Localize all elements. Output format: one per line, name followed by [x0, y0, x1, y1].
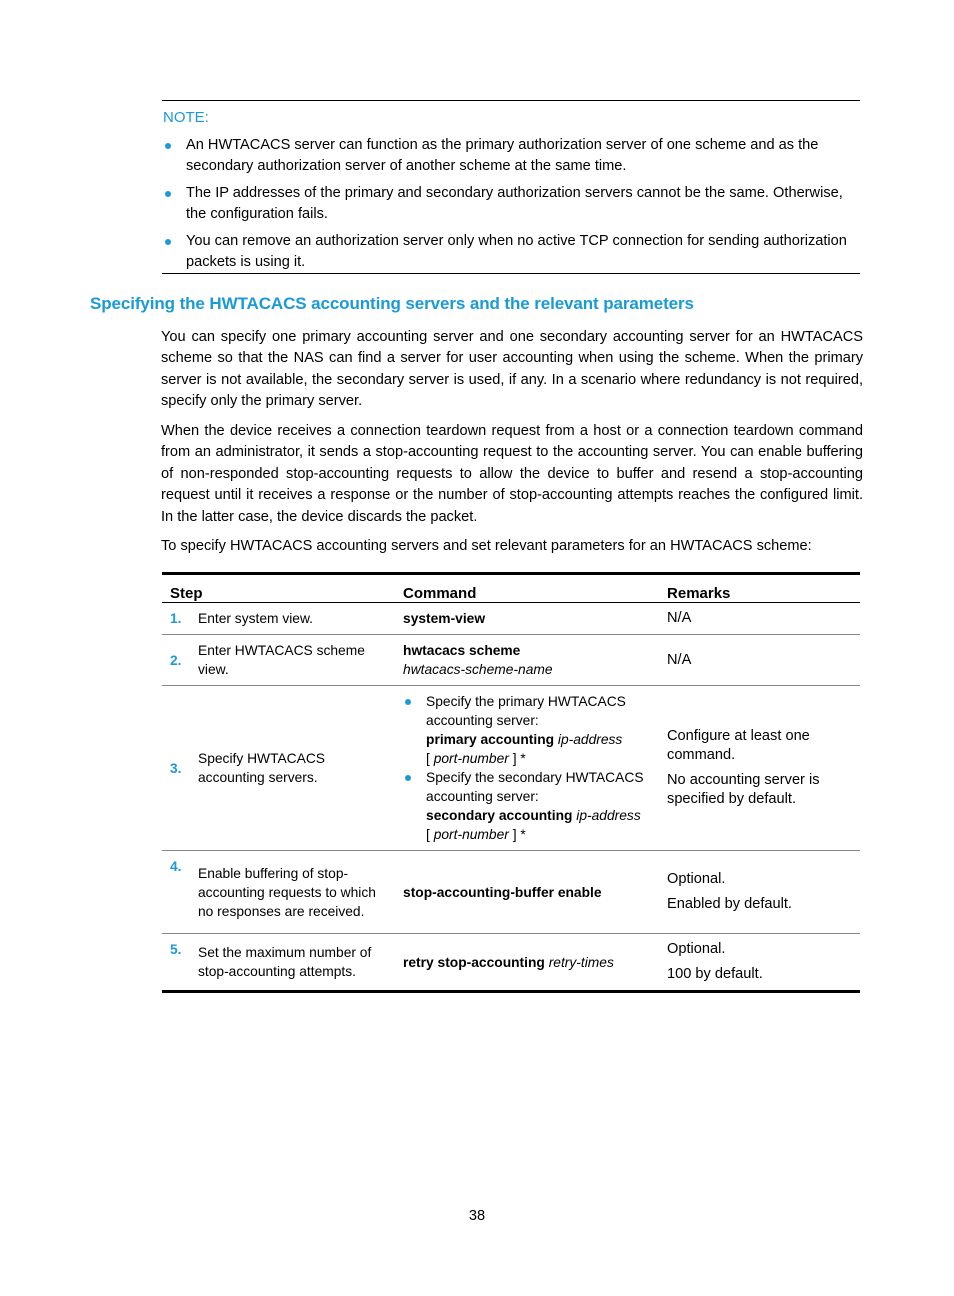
- note-title: NOTE:: [163, 109, 209, 126]
- command-keyword: system-view: [403, 611, 486, 626]
- table-row: [162, 686, 860, 851]
- table-header-row: [162, 574, 860, 603]
- step-number: 4.: [162, 851, 190, 934]
- remark: Optional.: [667, 941, 726, 957]
- command-cell: [395, 686, 659, 851]
- step-description: Specify HWTACACS accounting servers.: [190, 686, 395, 851]
- note-box: [162, 100, 860, 274]
- remarks-cell: [659, 851, 860, 934]
- remark: N/A: [667, 610, 692, 626]
- command-keyword: hwtacacs scheme: [403, 643, 521, 658]
- bullet-icon: [165, 239, 171, 245]
- paragraph: You can specify one primary accounting server and one secondary accounting server for an HWTACACS scheme so that the NAS can find a server for user accounting when using the scheme. When the primary server is not available, the secondary server is used, if any. In a scenario where redundancy is not required, specify only the primary server.: [161, 329, 863, 410]
- remark: Optional.: [667, 871, 726, 887]
- table-row: [162, 635, 860, 686]
- paragraph: When the device receives a connection teardown request from a host or a connection teardown command from an administrator, it sends a stop-accounting request to the accounting server. You can enable buffering of non-responded stop-accounting requests to allow the device to buffer and resend a stop-accounting request until it receives a response or the number of stop-accounting attempts reaches the configured limit. In the latter case, the device discards the packet.: [161, 423, 863, 525]
- note-list: [162, 135, 860, 279]
- note-item: The IP addresses of the primary and secondary authorization servers cannot be the same. Otherwise, the configuration fails.: [162, 183, 860, 225]
- step-number: 5.: [170, 942, 182, 957]
- note-item: You can remove an authorization server only when no active TCP connection for sending authorization packets is using it.: [162, 231, 860, 273]
- header-step: Step: [162, 574, 395, 603]
- step-description: Enable buffering of stop-accounting requests to which no responses are received.: [190, 851, 395, 934]
- table-row: [162, 934, 860, 992]
- remarks-cell: [659, 603, 860, 635]
- command-cell: [395, 635, 659, 686]
- section-title: Specifying the HWTACACS accounting servers and the relevant parameters: [90, 294, 694, 313]
- steps-table: [162, 572, 860, 993]
- remark: 100 by default.: [667, 966, 763, 982]
- remark: Enabled by default.: [667, 896, 792, 912]
- note-item: An HWTACACS server can function as the primary authorization server of one scheme and as the secondary authorization server of another scheme at the same time.: [162, 135, 860, 177]
- command-argument: ip-address: [576, 808, 641, 823]
- step-description: Set the maximum number of stop-accounting attempts.: [198, 945, 372, 979]
- step-number: 3.: [162, 686, 190, 851]
- command-keyword: retry stop-accounting: [403, 954, 545, 970]
- command-argument: ip-address: [557, 732, 623, 747]
- header-command: Command: [395, 574, 659, 603]
- remark: No accounting server is specified by default.: [667, 772, 820, 807]
- command-argument: hwtacacs-scheme-name: [403, 662, 553, 677]
- remarks-cell: [659, 635, 860, 686]
- command-list: [403, 692, 655, 844]
- bullet-icon: [165, 143, 171, 149]
- remarks-cell: [659, 934, 860, 992]
- bullet-icon: [165, 191, 171, 197]
- command-cell: [395, 851, 659, 934]
- command-keyword: secondary accounting: [426, 808, 573, 823]
- command-cell: [395, 603, 659, 635]
- command-cell: [395, 934, 659, 992]
- command-argument: port-number: [433, 751, 509, 766]
- bullet-icon: [405, 699, 411, 705]
- page-number: 38: [468, 1208, 486, 1224]
- command-keyword: stop-accounting-buffer enable: [403, 884, 602, 900]
- remarks-cell: [659, 686, 860, 851]
- command-argument: retry-times: [548, 954, 614, 970]
- paragraph: To specify HWTACACS accounting servers and set relevant parameters for an HWTACACS scheme:: [161, 538, 812, 554]
- command-keyword: primary accounting: [426, 732, 555, 747]
- step-number: 1.: [162, 603, 190, 635]
- step-description: Enter HWTACACS scheme view.: [190, 635, 395, 686]
- remark: N/A: [667, 651, 692, 668]
- table-row: [162, 851, 860, 934]
- bullet-icon: [405, 775, 411, 781]
- step-number: 2.: [162, 635, 190, 686]
- step-description: Enter system view.: [190, 603, 395, 635]
- command-option: Specify the secondary HWTACACS accounting server: secondary accounting ip-address [ port-number ] *: [403, 768, 655, 844]
- command-option: Specify the primary HWTACACS accounting server: primary accounting ip-address [ port-number ] *: [403, 692, 655, 768]
- table-row: [162, 603, 860, 635]
- command-argument: port-number: [433, 827, 509, 842]
- remark: Configure at least one command.: [667, 728, 810, 763]
- header-remarks: Remarks: [659, 574, 860, 603]
